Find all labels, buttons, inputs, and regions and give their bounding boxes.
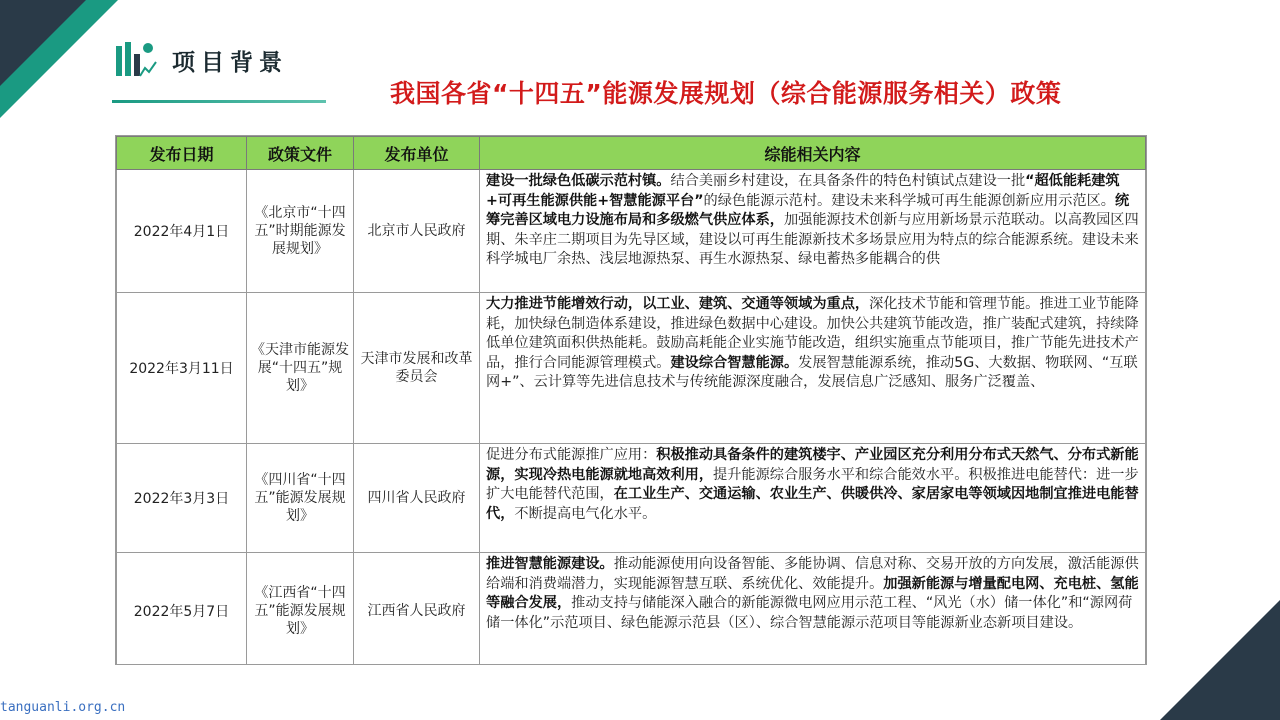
content-segment-bold: “超低能耗建筑+可再生能源供能+智慧能源平台” <box>486 173 1120 209</box>
content-segment: 推动能源使用向设备智能、多能协调、信息对称、交易开放的方向发展，激活能源供给端和消费端潜力，实现能源智慧互联、系统优化、效能提升。 <box>486 556 1139 592</box>
content-segment: 结合美丽乡村建设，在具备条件的特色村镇试点建设一批 <box>670 173 1026 189</box>
corner-decoration-bottom-right <box>1160 600 1280 720</box>
cell-content <box>480 170 1146 293</box>
content-segment: 推动支持与储能深入融合的新能源微电网应用示范工程、“风光（水）储一体化”和“源网荷储一体化”示范项目、绿色能源示范县（区）、综合智慧能源示范项目等能源新业态新项目建设。 <box>486 595 1133 631</box>
content-segment-bold: 加强新能源与增量配电网、充电桩、氢能等融合发展， <box>486 575 1139 611</box>
table-row <box>117 444 1146 553</box>
title-underline <box>112 100 326 103</box>
content-segment: 促进分布式能源推广应用： <box>486 447 657 463</box>
content-segment: 加强能源技术创新与应用新场景示范联动。以高教园区四期、朱辛庄二期项目为先导区域，建设以可再生能源新技术多场景应用为特点的综合能源系统。建设未来科学城电厂余热、浅层地源热泵、再生水源热泵、绿电蓄热多能耦合的供 <box>486 212 1139 267</box>
content-segment-bold: 建设综合智慧能源。 <box>670 354 799 371</box>
content-text <box>480 170 1145 292</box>
content-segment-bold: 建设一批绿色低碳示范村镇。 <box>486 173 671 189</box>
content-segment-bold: 统筹完善区域电力设施布局和多级燃气供应体系， <box>486 192 1130 228</box>
content-segment-bold: 在工业生产、交通运输、农业生产、供暖供冷、家居家电等领域因地制宜推进电能替代， <box>486 486 1139 522</box>
content-segment: 不断提高电气化水平。 <box>514 505 657 522</box>
cell-issuer: 四川省人民政府 <box>354 444 480 553</box>
content-segment: 发展智慧能源系统，推动5G、大数据、物联网、“互联网+”、云计算等先进信息技术与传统能源深度融合，发展信息广泛感知、服务广泛覆盖、 <box>486 354 1138 390</box>
content-segment-bold: 大力推进节能增效行动，以工业、建筑、交通等领域为重点， <box>486 296 870 312</box>
column-header-content: 综能相关内容 <box>480 137 1146 170</box>
corner-decoration-dark <box>0 0 86 86</box>
cell-content <box>480 553 1146 666</box>
cell-date: 2022年5月7日 <box>117 553 247 666</box>
cell-issuer: 天津市发展和改革委员会 <box>354 293 480 444</box>
table-row <box>117 170 1146 293</box>
cell-issuer: 江西省人民政府 <box>354 553 480 666</box>
cell-date: 2022年4月1日 <box>117 170 247 293</box>
bar-chart-logo-icon <box>114 40 158 82</box>
cell-document: 《北京市“十四五”时期能源发展规划》 <box>247 170 354 293</box>
slide-title: 我国各省“十四五”能源发展规划（综合能源服务相关）政策 <box>390 79 1062 108</box>
content-text <box>480 553 1145 665</box>
table-header-row <box>117 137 1146 170</box>
policy-table <box>116 136 1146 665</box>
content-text <box>480 293 1145 443</box>
content-text <box>480 444 1145 552</box>
cell-document: 《江西省“十四五”能源发展规划》 <box>247 553 354 666</box>
section-title: 项目背景 <box>172 49 288 76</box>
table-row <box>117 553 1146 666</box>
content-segment: 提升能源综合服务水平和综合能效水平。积极推进电能替代：进一步扩大电能替代范围， <box>486 466 1139 502</box>
content-segment: 的绿色能源示范村。建设未来科学城可再生能源创新应用示范区。 <box>703 192 1115 209</box>
cell-content <box>480 293 1146 444</box>
policy-table-container <box>115 135 1147 665</box>
content-segment-bold: 推进智慧能源建设。 <box>486 556 614 572</box>
column-header-date: 发布日期 <box>117 137 247 170</box>
watermark-text: tanguanli.org.cn <box>0 700 126 715</box>
table-row <box>117 293 1146 444</box>
column-header-document: 政策文件 <box>247 137 354 170</box>
cell-content <box>480 444 1146 553</box>
cell-date: 2022年3月3日 <box>117 444 247 553</box>
cell-issuer: 北京市人民政府 <box>354 170 480 293</box>
content-segment: 深化技术节能和管理节能。推进工业节能降耗，加快绿色制造体系建设，推进绿色数据中心建设。加快公共建筑节能改造，推广装配式建筑，持续降低单位建筑面积供热能耗。鼓励高耗能企业实施节能改造，组织实施重点节能项目，推广节能先进技术产品，推行合同能源管理模式。 <box>486 296 1139 371</box>
cell-document: 《四川省“十四五”能源发展规划》 <box>247 444 354 553</box>
column-header-issuer: 发布单位 <box>354 137 480 170</box>
cell-document: 《天津市能源发展“十四五”规划》 <box>247 293 354 444</box>
content-segment-bold: 积极推动具备条件的建筑楼宇、产业园区充分利用分布式天然气、分布式新能源，实现冷热电能源就地高效利用， <box>486 447 1139 483</box>
cell-date: 2022年3月11日 <box>117 293 247 444</box>
